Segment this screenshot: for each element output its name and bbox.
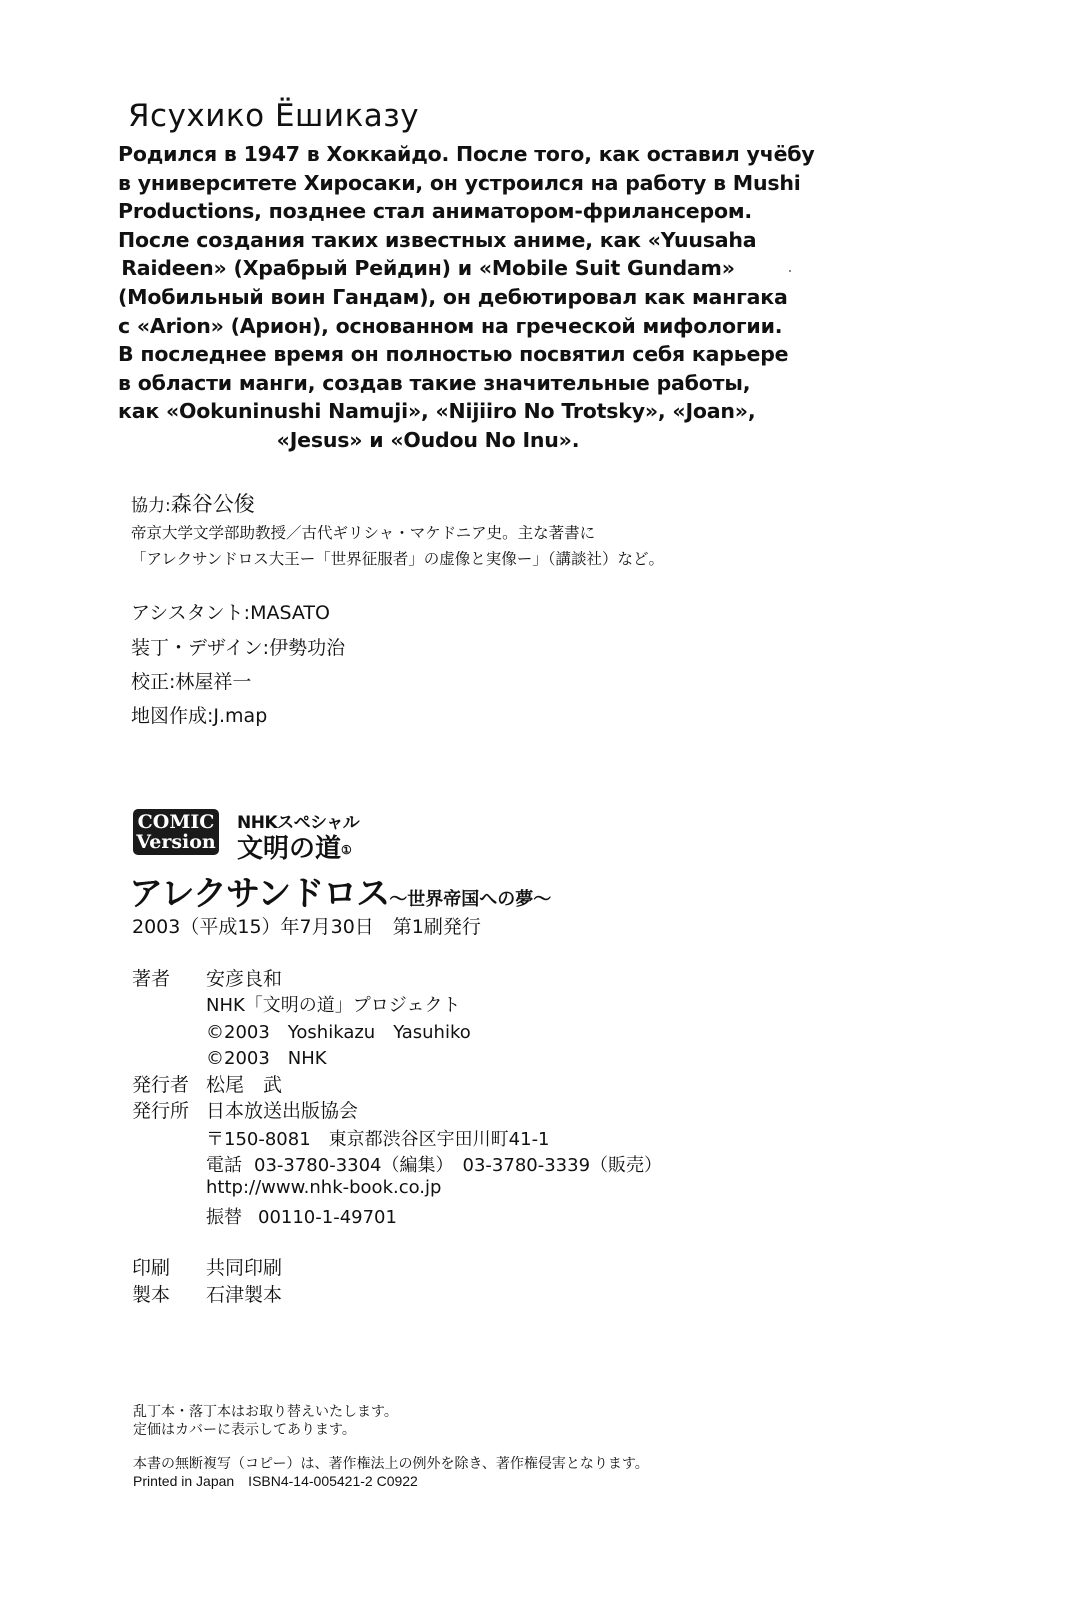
copyright-1: ©2003 Yoshikazu Yasuhiko (206, 1022, 471, 1043)
footer-isbn: Printed in Japan ISBN4-14-005421-2 C0922 (133, 1473, 418, 1489)
publisher-name: 日本放送出版協会 (206, 1100, 359, 1122)
bio-line: с «Arion» (Арион), основанном на греческой мифологии. (118, 313, 783, 338)
author-1: 安彦良和 (206, 968, 283, 990)
print-label: 印刷 (132, 1257, 171, 1279)
author-label: 著者 (132, 968, 171, 990)
publisher-phone (206, 1151, 662, 1177)
bio-line: как «Ookuninushi Namuji», «Nijiiro No Trotsky», «Joan», (118, 399, 756, 424)
comic-version-badge (133, 809, 219, 855)
cooperation-desc-1: 帝京大学文学部助教授／古代ギリシャ・マケドニア史。主な著書に (131, 524, 596, 542)
publication-date: 2003（平成15）年7月30日 第1刷発行 (132, 916, 481, 938)
author-name: Ясухико Ёшиказу (128, 98, 420, 134)
cooperation-desc-2: 「アレクサンドロス大王ー「世界征服者」の虚像と実像ー」（講談社）など。 (131, 550, 665, 568)
footer-note-1: 乱丁本・落丁本はお取り替えいたします。 (133, 1404, 398, 1420)
copyright-2: ©2003 NHK (206, 1048, 327, 1069)
assistant-credit: アシスタント:MASATO (131, 602, 330, 624)
badge-line-2: Version (136, 831, 216, 853)
publisher-url: http://www.nhk-book.co.jp (206, 1177, 442, 1198)
phone-numbers: 03-3780-3304（編集） 03-3780-3339（販売） (254, 1155, 663, 1176)
series-title-text: 文明の道 (237, 834, 342, 864)
bio-line: (Мобильный воин Гандам), он дебютировал как мангака (118, 284, 788, 309)
binder-name: 石津製本 (206, 1284, 283, 1306)
book-subtitle: ～世界帝国への夢～ (389, 889, 552, 910)
footer-note-3: 本書の無断複写（コピー）は、著作権法上の例外を除き、著作権侵害となります。 (133, 1456, 649, 1472)
series-title (237, 828, 352, 865)
binding-label: 製本 (132, 1284, 171, 1306)
bio-line: После создания таких известных аниме, как «Yuusaha (118, 227, 757, 252)
book-title-text: アレクサンドロス (129, 874, 390, 914)
bio-line: Родился в 1947 в Хоккайдо. После того, как оставил учёбу (118, 142, 815, 166)
cooperation-name: 森谷公俊 (170, 492, 255, 516)
bio-line: в университете Хиросаки, он устроился на работу в Mushi (118, 170, 801, 195)
bio-line: в области манги, создав такие значительные работы, (118, 370, 751, 395)
footer-note-2: 定価はカバーに表示してあります。 (133, 1422, 356, 1438)
author-2: NHK「文明の道」プロジェクト (206, 995, 461, 1016)
book-title (129, 866, 551, 915)
bio-line: В последнее время он полностью посвятил себя карьере (118, 342, 789, 367)
cooperation-credit (131, 488, 255, 518)
publisher-person-label: 発行者 (132, 1074, 190, 1096)
phone-label: 電話 (206, 1155, 242, 1176)
cooperation-label: 協力: (131, 496, 171, 516)
proofreading-credit: 校正:林屋祥一 (131, 671, 252, 693)
bio-line: Raideen» (Храбрый Рейдин) и «Mobile Suit Gundam» (121, 256, 735, 281)
bio-line: «Jesus» и «Oudou No Inu». (276, 427, 580, 452)
design-credit: 装丁・デザイン:伊勢功治 (131, 637, 346, 659)
publisher-person: 松尾 武 (206, 1074, 283, 1096)
scan-speck (789, 270, 791, 272)
publisher-address: 〒150-8081 東京都渋谷区宇田川町41-1 (206, 1129, 550, 1150)
transfer-number: 00110-1-49701 (258, 1207, 397, 1228)
printer-name: 共同印刷 (206, 1257, 283, 1279)
bio-line: Productions, позднее стал аниматором-фрилансером. (118, 199, 752, 224)
publisher-label: 発行所 (132, 1100, 190, 1122)
transfer-account (206, 1203, 397, 1229)
author-bio (118, 140, 815, 455)
series-nhk-label: NHKスペシャル (237, 813, 360, 833)
badge-line-1: COMIC (137, 811, 215, 833)
transfer-label: 振替 (206, 1207, 242, 1228)
series-volume: ① (341, 843, 352, 857)
map-credit: 地図作成:J.map (131, 705, 268, 727)
